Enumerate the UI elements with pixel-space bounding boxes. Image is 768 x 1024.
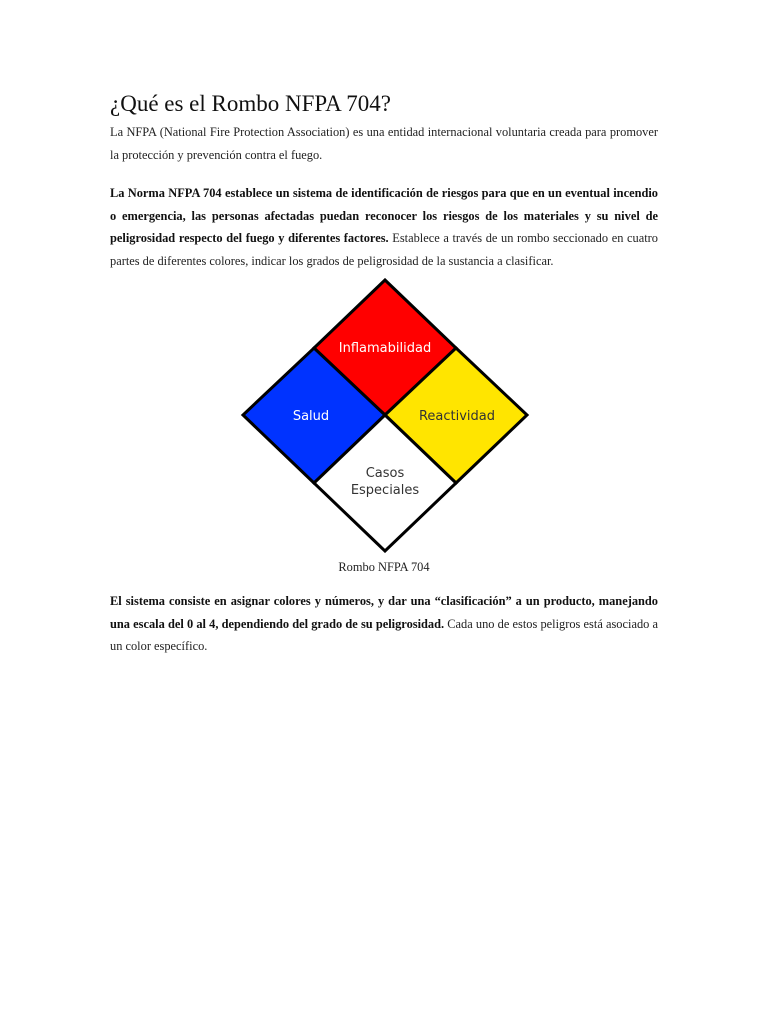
- sistema-paragraph: [110, 590, 658, 658]
- intro-paragraph: La NFPA (National Fire Protection Association) es una entidad internacional voluntaria creada para promover la protección y prevención contra el fuego.: [110, 125, 658, 162]
- label-reactividad: Reactividad: [418, 409, 496, 424]
- document-page: [110, 88, 658, 658]
- nfpa-diamond: [239, 278, 531, 553]
- norma-bold-text: La Norma NFPA 704 establece un sistema de identificación de riesgos para que en un eventual incendio o emergencia, las personas afectadas puedan reconocer los riesgos de los materiales y su nivel de peligrosidad respecto del fuego y diferentes factores.: [110, 186, 658, 245]
- norma-regular-text: Establece a través de un rombo seccionado en cuatro partes de diferentes colores, indicar los grados de peligrosidad de la sustancia a clasificar.: [110, 231, 658, 268]
- label-especiales: Especiales: [350, 483, 420, 498]
- nfpa-diamond-figure: [110, 278, 658, 553]
- label-casos: Casos: [365, 466, 405, 481]
- sistema-bold-text: El sistema consiste en asignar colores y números, y dar una “clasificación” a un producto, manejando una escala del 0 al 4, dependiendo del grado de su peligrosidad.: [110, 594, 658, 631]
- figure-caption: Rombo NFPA 704: [338, 560, 430, 574]
- page-title: ¿Qué es el Rombo NFPA 704?: [110, 91, 391, 116]
- label-salud: Salud: [292, 409, 330, 424]
- norma-paragraph: [110, 182, 658, 272]
- sistema-regular-text: Cada uno de estos peligros está asociado a un color específico.: [110, 616, 658, 653]
- label-inflamabilidad: Inflamabilidad: [338, 341, 432, 356]
